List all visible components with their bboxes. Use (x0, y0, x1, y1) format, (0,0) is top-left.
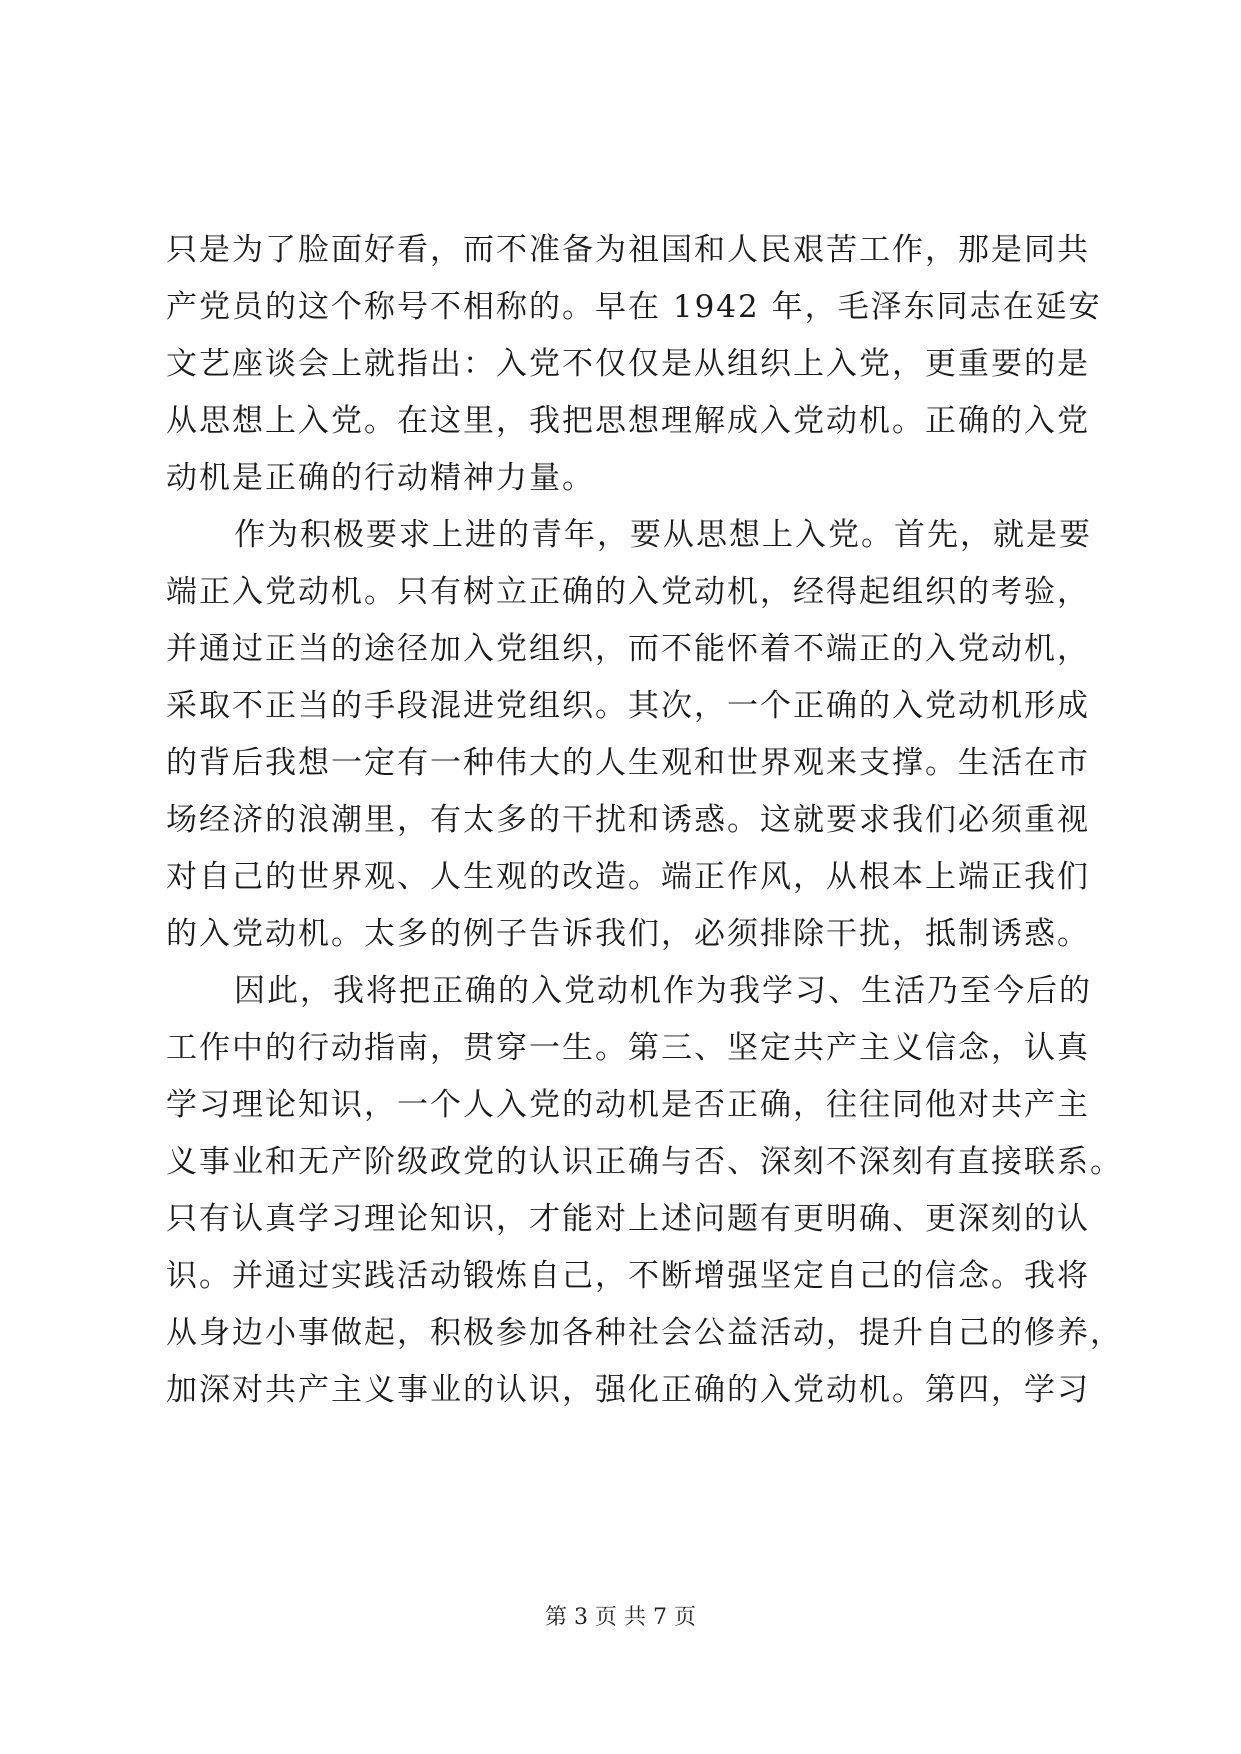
page-number-footer: 第 3 页 共 7 页 (545, 1605, 696, 1630)
text-line: 从身边小事做起，积极参加各种社会公益活动，提升自己的修养， (166, 1315, 1123, 1351)
text-line: 因此，我将把正确的入党动机作为我学习、生活乃至今后的 (234, 973, 1092, 1009)
text-line: 从思想上入党。在这里，我把思想理解成入党动机。正确的入党 (166, 403, 1090, 439)
text-line: 并通过正当的途径加入党组织，而不能怀着不端正的入党动机， (166, 631, 1090, 667)
text-line: 只有认真学习理论知识，才能对上述问题有更明确、更深刻的认 (166, 1201, 1090, 1237)
text-line: 端正入党动机。只有树立正确的入党动机，经得起组织的考验， (166, 574, 1090, 610)
text-line: 义事业和无产阶级政党的认识正确与否、深刻不深刻有直接联系。 (166, 1144, 1123, 1180)
text-line: 的入党动机。太多的例子告诉我们，必须排除干扰，抵制诱惑。 (166, 916, 1090, 952)
text-line: 的背后我想一定有一种伟大的人生观和世界观来支撑。生活在市 (166, 745, 1090, 781)
text-line: 动机是正确的行动精神力量。 (166, 460, 595, 496)
text-line: 加深对共产主义事业的认识，强化正确的入党动机。第四，学习 (166, 1372, 1090, 1408)
text-line: 学习理论知识，一个人入党的动机是否正确，往往同他对共产主 (166, 1087, 1090, 1123)
text-line: 对自己的世界观、人生观的改造。端正作风，从根本上端正我们 (166, 859, 1090, 895)
text-line: 作为积极要求上进的青年，要从思想上入党。首先，就是要 (234, 517, 1092, 553)
text-line: 产党员的这个称号不相称的。早在 1942 年，毛泽东同志在延安 (166, 289, 1102, 325)
text-line: 采取不正当的手段混进党组织。其次，一个正确的入党动机形成 (166, 688, 1090, 724)
text-line: 识。并通过实践活动锻炼自己，不断增强坚定自己的信念。我将 (166, 1258, 1090, 1294)
text-line: 工作中的行动指南，贯穿一生。第三、坚定共产主义信念，认真 (166, 1030, 1090, 1066)
text-line: 只是为了脸面好看，而不准备为祖国和人民艰苦工作，那是同共 (166, 232, 1090, 268)
text-line: 场经济的浪潮里，有太多的干扰和诱惑。这就要求我们必须重视 (166, 802, 1090, 838)
text-line: 文艺座谈会上就指出：入党不仅仅是从组织上入党，更重要的是 (166, 346, 1090, 382)
